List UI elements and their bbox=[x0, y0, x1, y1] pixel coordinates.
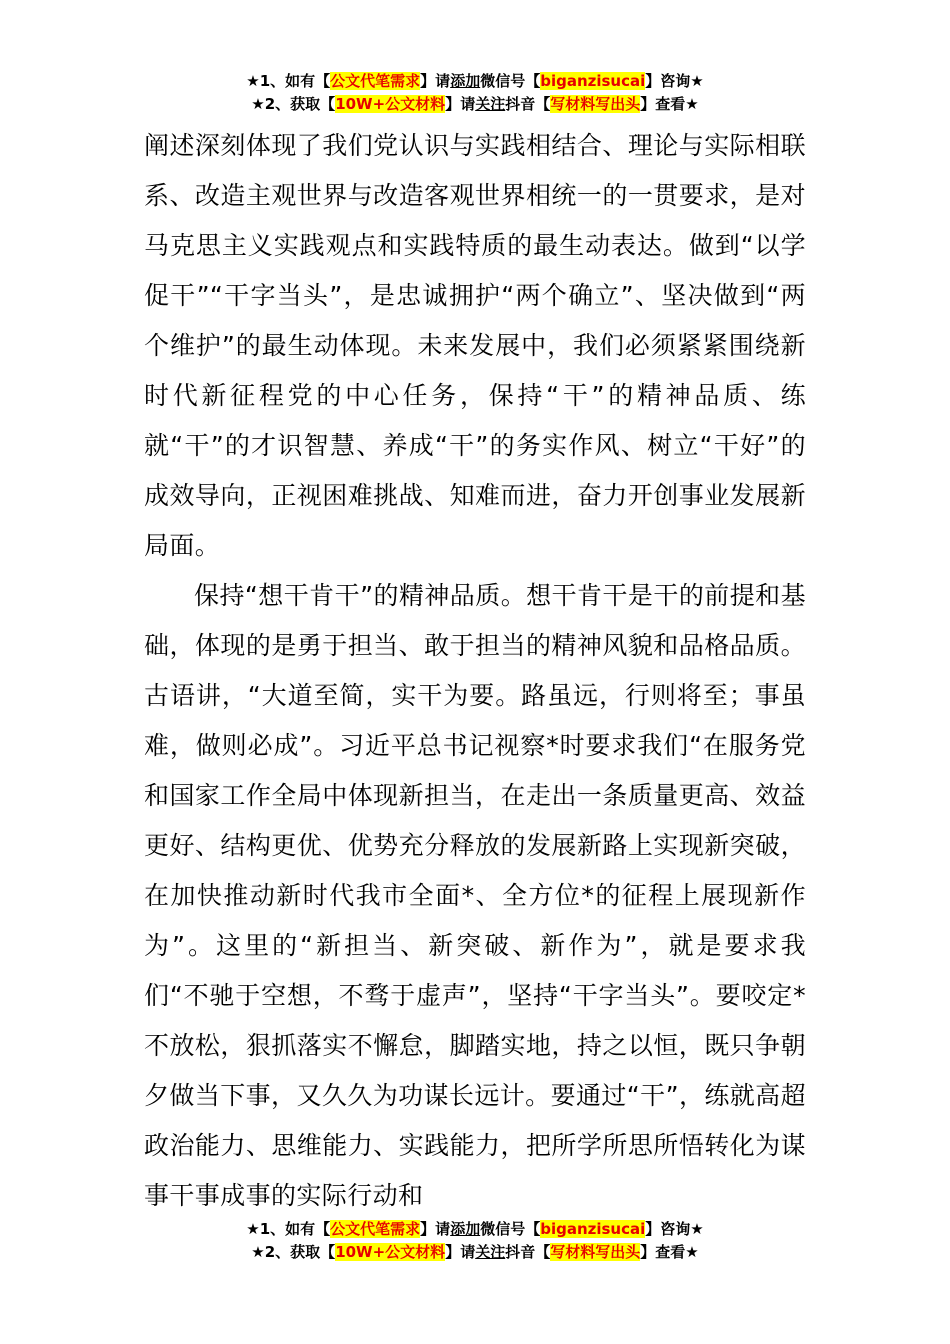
banner-underlined-text: 添加 bbox=[450, 72, 481, 90]
banner-text: 抖音【 bbox=[505, 95, 551, 113]
banner-line-2 bbox=[0, 93, 950, 116]
banner-underlined-text: 关注 bbox=[475, 95, 506, 113]
banner-line-2 bbox=[0, 1241, 950, 1264]
banner-highlight: 写材料写出头 bbox=[550, 95, 641, 113]
footer-banner bbox=[0, 1218, 950, 1264]
banner-text: 】请 bbox=[420, 72, 451, 90]
document-body bbox=[144, 121, 806, 1221]
banner-text: 】查看★ bbox=[640, 1243, 699, 1261]
banner-text: ★2、获取【 bbox=[251, 95, 336, 113]
banner-text: ★1、如有【 bbox=[246, 1220, 331, 1238]
banner-text: 微信号【 bbox=[480, 72, 541, 90]
banner-text: 】咨询★ bbox=[645, 1220, 704, 1238]
banner-text: 】请 bbox=[445, 95, 476, 113]
header-banner bbox=[0, 70, 950, 116]
body-paragraph: 保持“想干肯干”的精神品质。想干肯干是干的前提和基础，体现的是勇于担当、敢于担当的精神风貌和品格品质。古语讲，“大道至简，实干为要。路虽远，行则将至；事虽难，做则必成”。习近平总书记视察*时要求我们“在服务党和国家工作全局中体现新担当，在走出一条质量更高、效益更好、结构更优、优势充分释放的发展新路上实现新突破，在加快推动新时代我市全面*、全方位*的征程上展现新作为”。这里的“新担当、新突破、新作为”，就是要求我们“不驰于空想，不骛于虚声”，坚持“干字当头”。要咬定*不放松，狠抓落实不懈怠，脚踏实地，持之以恒，既只争朝夕做当下事，又久久为功谋长远计。要通过“干”，练就高超政治能力、思维能力、实践能力，把所学所思所悟转化为谋事干事成事的实际行动和 bbox=[144, 581, 806, 1210]
banner-highlight: 10W+公文材料 bbox=[335, 1243, 446, 1261]
banner-text: 抖音【 bbox=[505, 1243, 551, 1261]
banner-highlight: 10W+公文材料 bbox=[335, 95, 446, 113]
banner-text: 】咨询★ bbox=[645, 72, 704, 90]
banner-line-1 bbox=[0, 70, 950, 93]
banner-text: ★1、如有【 bbox=[246, 72, 331, 90]
banner-text: 】请 bbox=[445, 1243, 476, 1261]
banner-highlight: biganzisucai bbox=[540, 1220, 646, 1238]
banner-underlined-text: 添加 bbox=[450, 1220, 481, 1238]
banner-highlight: 公文代笔需求 bbox=[330, 1220, 421, 1238]
banner-highlight: 写材料写出头 bbox=[550, 1243, 641, 1261]
banner-text: 微信号【 bbox=[480, 1220, 541, 1238]
banner-line-1 bbox=[0, 1218, 950, 1241]
banner-text: ★2、获取【 bbox=[251, 1243, 336, 1261]
banner-text: 】查看★ bbox=[640, 95, 699, 113]
banner-highlight: biganzisucai bbox=[540, 72, 646, 90]
banner-highlight: 公文代笔需求 bbox=[330, 72, 421, 90]
body-paragraph: 阐述深刻体现了我们党认识与实践相结合、理论与实际相联系、改造主观世界与改造客观世界相统一的一贯要求，是对马克思主义实践观点和实践特质的最生动表达。做到“以学促干”“干字当头”，是忠诚拥护“两个确立”、坚决做到“两个维护”的最生动体现。未来发展中，我们必须紧紧围绕新时代新征程党的中心任务，保持“干”的精神品质、练就“干”的才识智慧、养成“干”的务实作风、树立“干好”的成效导向，正视困难挑战、知难而进，奋力开创事业发展新局面。 bbox=[144, 131, 806, 560]
banner-text: 】请 bbox=[420, 1220, 451, 1238]
banner-underlined-text: 关注 bbox=[475, 1243, 506, 1261]
